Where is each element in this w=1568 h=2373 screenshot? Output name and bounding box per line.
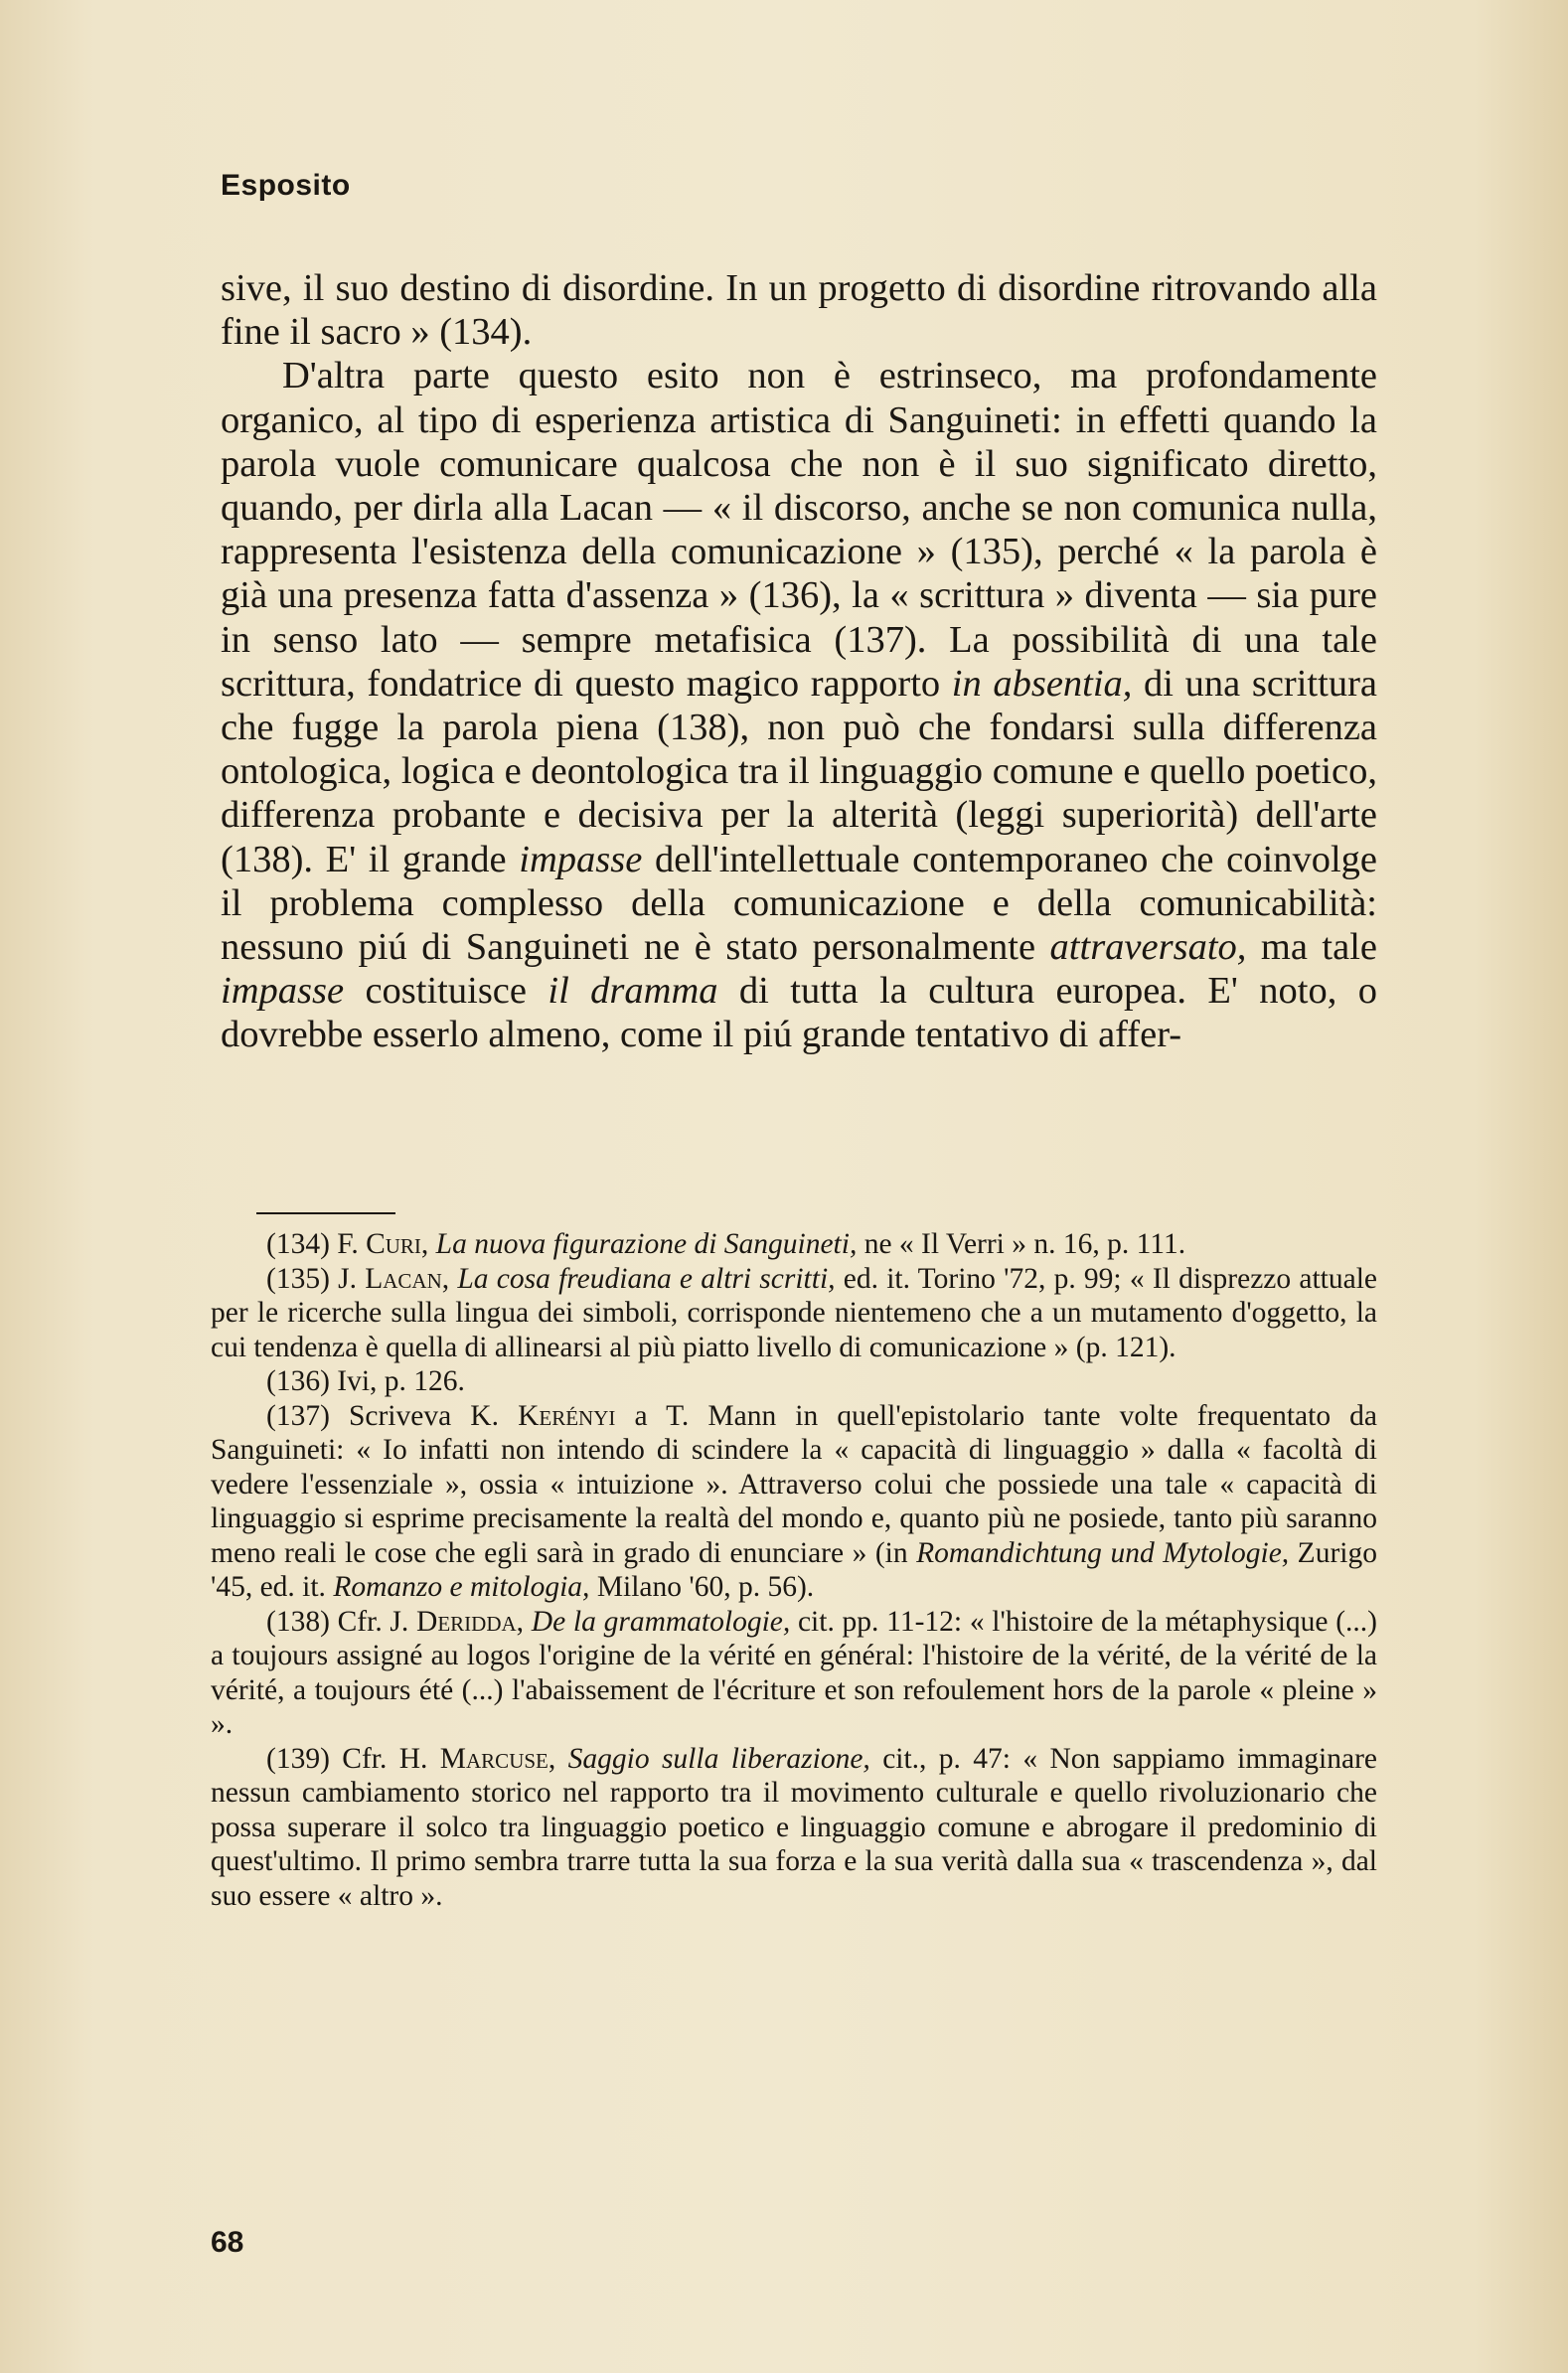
footnote-text-segment: ne « Il Verri » n. 16, p. 111. [857,1228,1186,1260]
footnote-text-segment: Romanzo e mitologia, [333,1571,590,1603]
body-text-segment: attraversato, [1049,926,1247,969]
paragraph-2 [221,354,1377,1056]
footnote-text-segment [555,1743,567,1775]
body-text [221,266,1377,1057]
footnote-text-segment: Romandichtung und Mytologie, [916,1536,1290,1569]
footnote-135 [211,1262,1377,1365]
footnote-text-segment: Lacan, [365,1262,450,1295]
footnote-text-segment: Deridda, [416,1605,525,1638]
footnote-text-segment: a T. Mann in quell'epistolario tante volte frequentato da Sanguineti: « Io infatti non intendo di scindere la « capacità di linguaggio » dalla « facoltà di vedere l'essenziale », ossia « intuizione ». Attraverso colui che possiede una tale « capacità di linguaggio si esprime precisamente la realtà del mondo e, quanto più ne posiede, tanto più saranno meno reali le cose che egli sarà in grado di enunciare » (in [211,1399,1377,1569]
footnote-text-segment: cit. pp. 11-12: « l'histoire de la métaphysique (...) a toujours assigné au logos l'origine de la vérité en général: l'histoire de la vérité, de la vérité de la vérité, a toujours été (...) l'abaissement de l'écriture et son refoulement hors de la parole « pleine » ». [211,1605,1377,1740]
footnote-text-segment: Zurigo '45, ed. it. [211,1536,1377,1603]
footnote-text-segment [524,1606,532,1638]
body-text-segment: impasse [519,838,643,880]
body-text-segment: costituisce [344,970,549,1013]
body-text-segment: impasse [221,970,345,1013]
footnotes [211,1227,1377,1913]
body-text-segment: il dramma [548,970,718,1013]
footnote-text-segment: ed. it. Torino '72, p. 99; « Il disprezzo attuale per le ricerche sulla lingua dei simboli, corrisponde nientemeno che a un mutamento d'oggetto, la cui tendenza è quella di allinearsi al più piatto livello di comunicazione » (p. 121). [211,1262,1377,1363]
footnote-134 [211,1227,1377,1262]
footnote-text-segment: Curi, [366,1228,429,1260]
body-text-segment: in absentia, [951,662,1133,705]
running-head: Esposito [221,169,351,202]
footnote-text-segment: (137) Scriveva K. [266,1399,519,1432]
footnote-text-segment: (136) Ivi, p. 126. [266,1365,465,1397]
footnote-text-segment: Kerényi [518,1399,616,1432]
body-text-segment: sive, il suo destino di disordine. In un progetto di disordine ritrovando alla fine il sacro » (134). [221,267,1377,354]
paragraph-1 [221,266,1377,354]
body-text-segment: di una scrittura che fugge la parola piena (138), non può che fondarsi sulla differenza ontologica, logica e deontologica tra il linguaggio comune e quello poetico, differenza probante e decisiva per la alterità (leggi superiorità) dell'arte (138). E' il grande [221,662,1377,880]
footnote-text-segment: cit., p. 47: « Non sappiamo immaginare nessun cambiamento storico nel rapporto tra il movimento culturale e quello rivoluzionario che possa superare il solco tra linguaggio poetico e linguaggio comune e abrogare il predominio di quest'ultimo. Il primo sembra trarre tutta la sua forza e la sua verità dalla sua « trascendenza », dal suo essere « altro ». [211,1742,1377,1912]
footnote-text-segment: La nuova figurazione di Sanguineti, [435,1228,858,1260]
body-text-segment: D'altra parte questo esito non è estrinseco, ma profondamente organico, al tipo di esperienza artistica di Sanguineti: in effetti quando la parola vuole comunicare qualcosa che non è il suo significato diretto, quando, per dirla alla Lacan — « il discorso, anche se non comunica nulla, rappresenta l'esistenza della comunicazione » (135), perché « la parola è già una presenza fatta d'assenza » (136), la « scrittura » diventa — sia pure in senso lato — sempre metafisica (137). La possibilità di una tale scrittura, fondatrice di questo magico rapporto [221,355,1377,705]
footnote-text-segment: La cosa freudiana e altri scritti, [457,1262,836,1295]
footnote-137 [211,1399,1377,1605]
footnote-divider [256,1212,395,1214]
page-number: 68 [211,2226,244,2259]
footnote-text-segment [428,1228,435,1260]
footnote-text-segment: Milano '60, p. 56). [589,1571,815,1603]
footnote-text-segment: De la grammatologie, [531,1605,791,1638]
footnote-text-segment: Marcuse, [439,1742,556,1775]
footnote-text-segment: (139) Cfr. H. [266,1742,440,1775]
body-text-segment: dell'intellettuale contemporaneo che coinvolge il problema complesso della comunicazione e della comunicabilità: nessuno piú di Sanguineti ne è stato personalmente [221,838,1377,969]
footnote-text-segment: (135) J. [266,1262,366,1295]
footnote-139 [211,1742,1377,1914]
footnote-136 [211,1364,1377,1399]
footnote-text-segment: Saggio sulla liberazione, [567,1742,870,1775]
body-text-segment: ma tale [1246,926,1378,969]
footnote-138 [211,1605,1377,1742]
footnote-text-segment: (134) F. [266,1228,367,1260]
footnote-text-segment: (138) Cfr. J. [266,1605,417,1638]
body-text-segment: di tutta la cultura europea. E' noto, o dovrebbe esserlo almeno, come il piú grande tentativo di affer- [221,970,1377,1056]
